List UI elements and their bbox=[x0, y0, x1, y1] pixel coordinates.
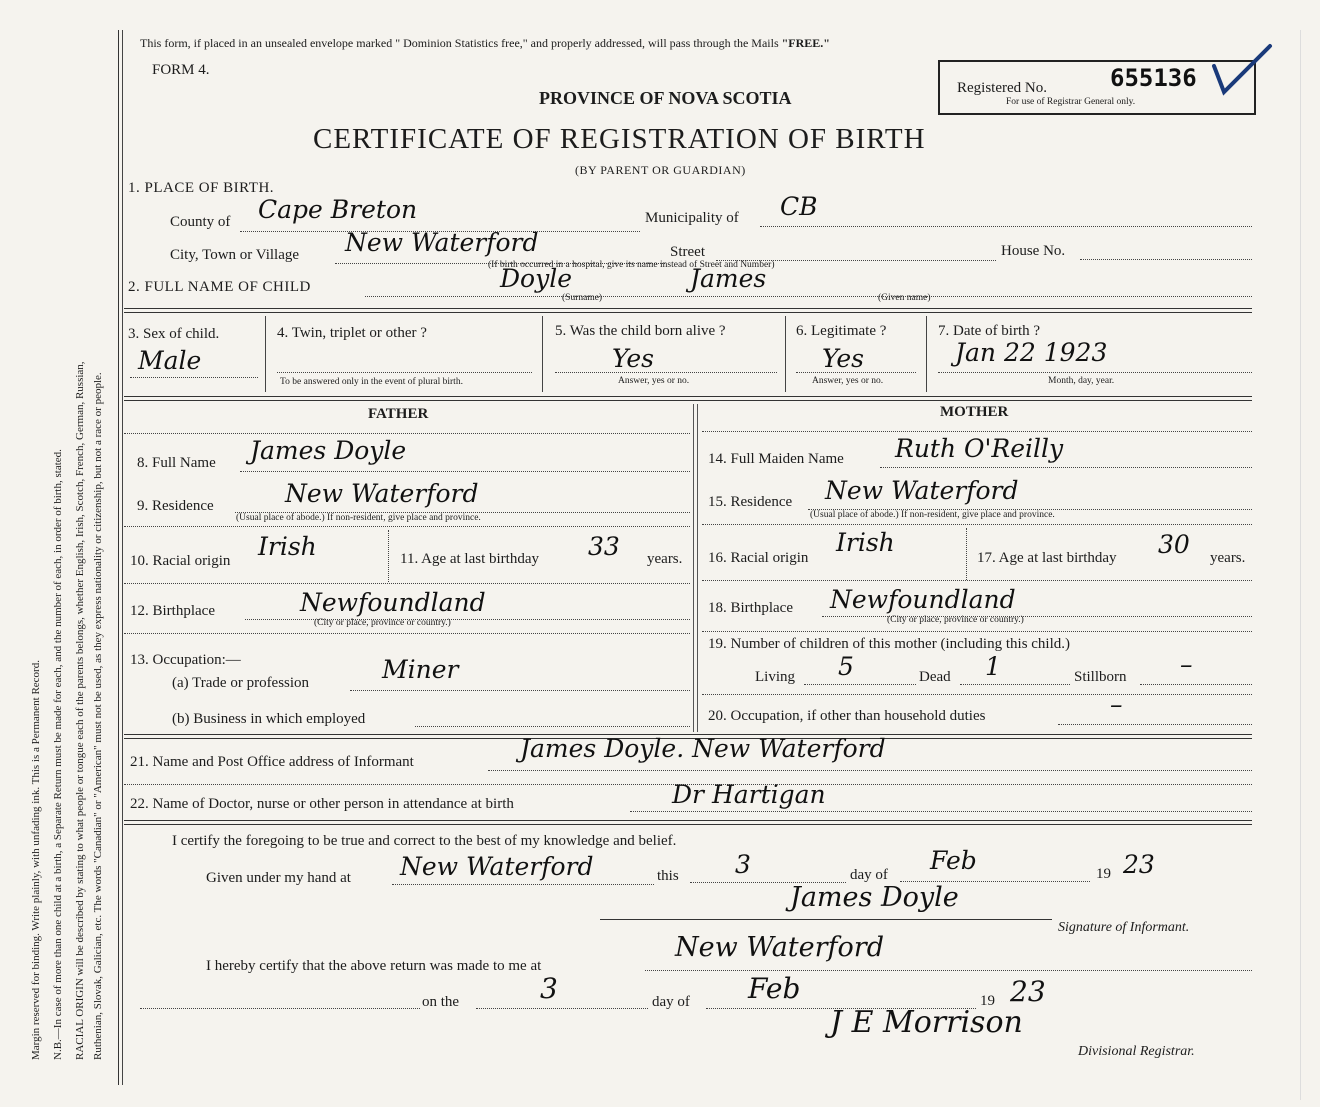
mother-name-line bbox=[880, 467, 1252, 468]
signature-line bbox=[600, 919, 1052, 920]
province-heading: PROVINCE OF NOVA SCOTIA bbox=[539, 88, 792, 108]
father-racial-label: 10. Racial origin bbox=[130, 553, 231, 569]
margin-binding-text: Margin reserved for binding. Write plainly, with unfading ink. This is a Permanent Record. bbox=[30, 660, 42, 1060]
father-business-label: (b) Business in which employed bbox=[172, 711, 366, 727]
twin-label: 4. Twin, triplet or other ? bbox=[277, 325, 427, 341]
mother-residence-value: New Waterford bbox=[825, 476, 1019, 505]
father-name-label: 8. Full Name bbox=[137, 455, 216, 471]
mother-name-value: Ruth O'Reilly bbox=[895, 434, 1064, 463]
stillborn-label: Stillborn bbox=[1074, 669, 1127, 685]
postal-notice-text: This form, if placed in an unsealed envelope marked " Dominion Statistics free," and properly addressed, will pass through the Mails bbox=[140, 36, 779, 50]
given-under-label: Given under my hand at bbox=[206, 870, 351, 886]
house-no-label: House No. bbox=[1001, 243, 1066, 259]
margin-racial-text-2: Ruthenian, Slovak, Galician, etc. The words "Canadian" or "American" must not be used, as they express nationality or citizenship, but not a race or people. bbox=[92, 372, 104, 1060]
mother-age-unit: years. bbox=[1210, 550, 1246, 566]
year-prefix: 19 bbox=[1096, 866, 1111, 882]
mother-race-age-divider bbox=[966, 528, 967, 580]
col-divider-b bbox=[542, 316, 543, 392]
check-mark-icon bbox=[1210, 42, 1276, 98]
registrar-use-note: For use of Registrar General only. bbox=[1006, 97, 1136, 107]
child-given-value: James bbox=[690, 264, 767, 293]
municipality-value: CB bbox=[780, 192, 818, 221]
living-line bbox=[804, 684, 916, 685]
child-surname-value: Doyle bbox=[500, 264, 573, 293]
col-divider-c bbox=[785, 316, 786, 392]
father-age-value: 33 bbox=[588, 532, 620, 561]
registrar-statement: I hereby certify that the above return was made to me at bbox=[206, 958, 542, 974]
year-value: 23 bbox=[1123, 850, 1155, 879]
this-label: this bbox=[657, 868, 679, 884]
certificate-title: CERTIFICATE OF REGISTRATION OF BIRTH bbox=[313, 123, 926, 155]
given-place-line bbox=[392, 884, 654, 885]
county-label: County of bbox=[170, 214, 231, 230]
born-alive-label: 5. Was the child born alive ? bbox=[555, 323, 726, 339]
mother-birthplace-label: 18. Birthplace bbox=[708, 600, 793, 616]
divider-2 bbox=[124, 396, 1252, 397]
county-value: Cape Breton bbox=[258, 195, 418, 224]
father-race-line bbox=[124, 583, 690, 584]
registrar-year-value: 23 bbox=[1010, 975, 1046, 1008]
children-count-label: 19. Number of children of this mother (including this child.) bbox=[708, 636, 1071, 652]
postal-notice-free: "FREE." bbox=[781, 36, 830, 50]
sex-value: Male bbox=[138, 346, 202, 375]
living-label: Living bbox=[755, 669, 795, 685]
on-the-label: on the bbox=[422, 994, 460, 1010]
binding-margin-line bbox=[118, 30, 119, 1085]
mother-residence-label: 15. Residence bbox=[708, 494, 793, 510]
mother-children-divider bbox=[702, 694, 1252, 695]
informant-label: 21. Name and Post Office address of Informant bbox=[130, 754, 414, 770]
col-divider-d bbox=[926, 316, 927, 392]
registrar-place-line bbox=[645, 970, 1252, 971]
dob-label: 7. Date of birth ? bbox=[938, 323, 1041, 339]
house-no-line bbox=[1080, 259, 1252, 260]
hospital-note: (If birth occurred in a hospital, give its name instead of Street and Number) bbox=[488, 260, 775, 270]
dead-line bbox=[960, 684, 1070, 685]
father-residence-value: New Waterford bbox=[285, 479, 479, 508]
twin-line bbox=[277, 372, 532, 373]
born-alive-value: Yes bbox=[612, 344, 654, 373]
surname-note: (Surname) bbox=[562, 293, 603, 303]
mother-racial-label: 16. Racial origin bbox=[708, 550, 809, 566]
margin-racial-text: RACIAL ORIGIN will be described by stating to what people or tongue each of the parents belongs, whether English, Irish, Scotch, French, German, Russian, bbox=[74, 361, 86, 1060]
mother-heading-line bbox=[702, 431, 1252, 432]
mother-heading: MOTHER bbox=[940, 404, 1009, 420]
registrar-day-value: 3 bbox=[540, 972, 558, 1005]
father-birthplace-label: 12. Birthplace bbox=[130, 603, 215, 619]
twin-note: To be answered only in the event of plural birth. bbox=[280, 377, 463, 387]
margin-nb-text: N.B.—In case of more than one child at a birth, a Separate Return must be made for each, and the number of each, in order of birth, stated. bbox=[52, 449, 64, 1060]
stillborn-value: – bbox=[1180, 650, 1193, 679]
divider-1b bbox=[124, 312, 1252, 313]
father-business-line bbox=[415, 726, 690, 727]
legitimate-value: Yes bbox=[822, 344, 864, 373]
dead-value: 1 bbox=[985, 652, 1001, 681]
father-occupation-label: 13. Occupation:— bbox=[130, 652, 241, 668]
municipality-line bbox=[760, 226, 1252, 227]
stillborn-line bbox=[1140, 684, 1252, 685]
mother-residence-note: (Usual place of abode.) If non-resident, give place and province. bbox=[810, 510, 1055, 520]
father-age-label: 11. Age at last birthday bbox=[400, 551, 539, 567]
lead-line bbox=[140, 1008, 420, 1009]
informant-line bbox=[488, 770, 1252, 771]
father-trade-line bbox=[350, 690, 690, 691]
day-value: 3 bbox=[735, 850, 751, 879]
legitimate-label: 6. Legitimate ? bbox=[796, 323, 887, 339]
mother-occupation-line bbox=[1058, 724, 1252, 725]
mother-age-label: 17. Age at last birthday bbox=[977, 550, 1117, 566]
parent-col-divider-2 bbox=[697, 404, 698, 732]
page-edge bbox=[1300, 30, 1301, 1100]
father-residence-label: 9. Residence bbox=[137, 498, 214, 514]
father-heading: FATHER bbox=[368, 406, 429, 422]
registrar-label: Divisional Registrar. bbox=[1078, 1044, 1195, 1059]
living-value: 5 bbox=[838, 652, 854, 681]
father-birthplace-value: Newfoundland bbox=[300, 588, 486, 617]
day-of-label: day of bbox=[850, 867, 888, 883]
doctor-line bbox=[630, 811, 1252, 812]
postal-notice bbox=[140, 36, 830, 51]
born-alive-line bbox=[555, 372, 777, 373]
father-trade-label: (a) Trade or profession bbox=[172, 675, 310, 691]
father-residence-note: (Usual place of abode.) If non-resident, give place and province. bbox=[236, 513, 481, 523]
municipality-label: Municipality of bbox=[645, 210, 739, 226]
col-divider-a bbox=[265, 316, 266, 392]
father-age-unit: years. bbox=[647, 551, 683, 567]
signature-label: Signature of Informant. bbox=[1058, 920, 1190, 935]
father-trade-value: Miner bbox=[382, 655, 459, 684]
mother-race-line bbox=[702, 580, 1252, 581]
mother-birthplace-value: Newfoundland bbox=[830, 585, 1016, 614]
informant-value: James Doyle. New Waterford bbox=[520, 734, 886, 763]
city-label: City, Town or Village bbox=[170, 247, 300, 263]
place-of-birth-label: 1. PLACE OF BIRTH. bbox=[128, 180, 275, 196]
mother-bp-divider bbox=[702, 631, 1252, 632]
registrar-place-value: New Waterford bbox=[675, 932, 884, 963]
mother-occupation-value: – bbox=[1110, 690, 1123, 719]
born-alive-note: Answer, yes or no. bbox=[618, 376, 690, 386]
given-place-value: New Waterford bbox=[400, 852, 594, 881]
doctor-label: 22. Name of Doctor, nurse or other person in attendance at birth bbox=[130, 796, 514, 812]
registrar-month-value: Feb bbox=[748, 972, 801, 1005]
certificate-subtitle: (BY PARENT OR GUARDIAN) bbox=[575, 163, 746, 177]
sex-line bbox=[130, 377, 258, 378]
form-number: FORM 4. bbox=[152, 62, 210, 78]
mother-birthplace-note: (City or place, province or country.) bbox=[887, 615, 1024, 625]
doctor-value: Dr Hartigan bbox=[672, 780, 826, 809]
dob-line bbox=[938, 372, 1252, 373]
father-name-line bbox=[240, 471, 690, 472]
given-name-note: (Given name) bbox=[878, 293, 931, 303]
father-racial-value: Irish bbox=[258, 532, 317, 561]
mother-age-value: 30 bbox=[1158, 530, 1190, 559]
father-name-value: James Doyle bbox=[250, 436, 407, 465]
father-race-age-divider bbox=[388, 530, 389, 582]
divider-1 bbox=[124, 308, 1252, 309]
child-name-label: 2. FULL NAME OF CHILD bbox=[128, 279, 311, 295]
divider-4 bbox=[124, 820, 1252, 821]
mother-name-label: 14. Full Maiden Name bbox=[708, 451, 844, 467]
dob-note: Month, day, year. bbox=[1048, 376, 1115, 386]
informant-signature: James Doyle bbox=[790, 882, 959, 913]
month-value: Feb bbox=[930, 846, 977, 875]
mother-racial-value: Irish bbox=[836, 528, 895, 557]
divider-4b bbox=[124, 824, 1252, 825]
child-name-line bbox=[365, 296, 1252, 297]
father-birthplace-line bbox=[245, 619, 690, 620]
registrar-day-line bbox=[476, 1008, 648, 1009]
legitimate-note: Answer, yes or no. bbox=[812, 376, 884, 386]
mother-occupation-label: 20. Occupation, if other than household duties bbox=[708, 708, 986, 724]
registrar-year-prefix: 19 bbox=[980, 993, 995, 1009]
father-heading-line bbox=[124, 433, 690, 434]
certify-statement: I certify the foregoing to be true and correct to the best of my knowledge and belief. bbox=[172, 833, 677, 849]
dead-label: Dead bbox=[919, 669, 951, 685]
divider-2b bbox=[124, 400, 1252, 401]
legitimate-line bbox=[796, 372, 916, 373]
mother-res-divider bbox=[702, 524, 1252, 525]
father-birthplace-note: (City or place, province or country.) bbox=[314, 618, 451, 628]
registrar-day-of: day of bbox=[652, 994, 690, 1010]
dob-value: Jan 22 1923 bbox=[955, 338, 1108, 367]
binding-margin-line-inner bbox=[122, 30, 123, 1085]
registered-no-label: Registered No. bbox=[957, 80, 1047, 96]
sex-label: 3. Sex of child. bbox=[128, 326, 220, 342]
registered-number: 655136 bbox=[1110, 64, 1197, 92]
street-label: Street bbox=[670, 244, 705, 260]
father-bp-divider bbox=[124, 633, 690, 634]
parent-col-divider bbox=[693, 404, 694, 732]
father-res-divider bbox=[124, 526, 690, 527]
city-value: New Waterford bbox=[345, 228, 539, 257]
registrar-signature: J E Morrison bbox=[830, 1005, 1023, 1040]
